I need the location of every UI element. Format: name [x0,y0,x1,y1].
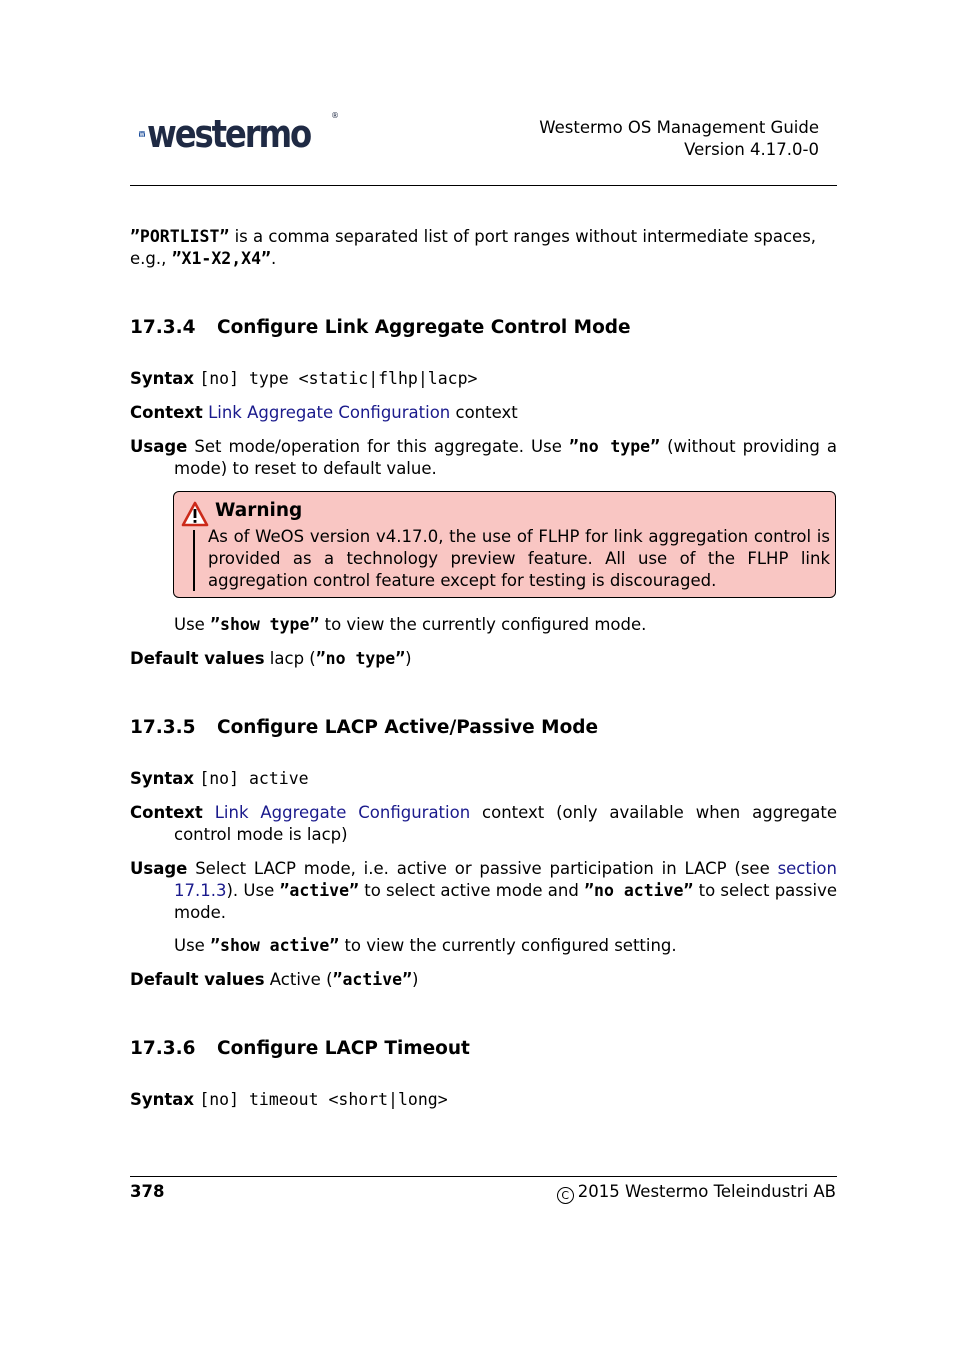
link-aggregate-configuration-link[interactable]: Link Aggregate Configuration [208,403,451,422]
no-type-code: ”no type” [568,437,661,456]
copyright-icon: C [557,1187,574,1204]
warning-triangle-icon [181,501,209,527]
s2-syntax-code: [no] active [199,769,309,788]
warning-title: Warning [215,500,303,521]
show-active-code: ”show active” [210,936,340,955]
s2-usage: Usage Select LACP mode, i.e. active or passive participation in LACP (see section 17.1.3). Use ”active” to select active mode and ”no active” to select passive mode. [130,859,837,922]
guide-title: Westermo OS Management Guide [539,118,819,137]
brand-name: westermo [147,112,311,156]
copyright-notice [557,1182,836,1204]
header-rule [130,185,837,186]
default-no-type-code: ”no type” [315,649,406,668]
s2-syntax: Syntax [no] active [130,769,309,788]
copyright-text: 2015 Westermo Teleindustri AB [577,1182,836,1201]
page-number: 378 [130,1182,165,1201]
portlist-example-code: ”X1-X2,X4” [171,249,271,268]
section-heading-17-3-5: 17.3.5 Configure LACP Active/Passive Mode [130,717,599,738]
s1-default: Default values lacp (”no type”) [130,649,412,668]
link-aggregate-configuration-link[interactable]: Link Aggregate Configuration [214,803,471,822]
active-code: ”active” [279,881,359,900]
s3-syntax-code: [no] timeout <short|long> [199,1090,448,1109]
s1-syntax: Syntax [no] type <static|flhp|lacp> [130,369,478,388]
section-heading-17-3-6: 17.3.6 Configure LACP Timeout [130,1038,470,1059]
portlist-paragraph: ”PORTLIST” is a comma separated list of port ranges without intermediate spaces, e.g., ”X1-X2,X4”. [130,227,817,268]
s2-context: Context Link Aggregate Configuration context (only available when aggregate control mode is lacp) [130,803,837,844]
s2-show-active: Use ”show active” to view the currently configured setting. [174,936,677,955]
s1-context: Context Link Aggregate Configuration context [130,403,518,422]
section-17-1-3-link[interactable]: section 17.1.3 [174,859,837,900]
section-heading-17-3-4: 17.3.4 Configure Link Aggregate Control Mode [130,317,631,338]
westermo-logo [139,110,339,158]
registered-mark-icon: ® [331,111,339,120]
warning-box [173,491,836,598]
warning-text: As of WeOS version v4.17.0, the use of FLHP for link aggregation control is provided as a technology preview feature. All use of the FLHP link aggregation control feature except for testing is discouraged. [208,527,830,590]
s1-show-type: Use ”show type” to view the currently configured mode. [174,615,647,634]
document-header [539,117,819,161]
show-type-code: ”show type” [210,615,320,634]
guide-version: Version 4.17.0-0 [684,140,819,159]
s2-default: Default values Active (”active”) [130,970,419,989]
no-active-code: ”no active” [584,881,694,900]
footer-rule [130,1176,837,1177]
warning-bar [193,530,195,591]
s1-usage: Usage Set mode/operation for this aggregate. Use ”no type” (without providing a mode) to reset to default value. [130,437,838,478]
default-active-code: ”active” [332,970,413,989]
s3-syntax: Syntax [no] timeout <short|long> [130,1090,448,1109]
portlist-code: ”PORTLIST” [130,227,230,246]
s1-syntax-code: [no] type <static|flhp|lacp> [199,369,478,388]
westermo-logo-mark-icon [139,111,145,157]
